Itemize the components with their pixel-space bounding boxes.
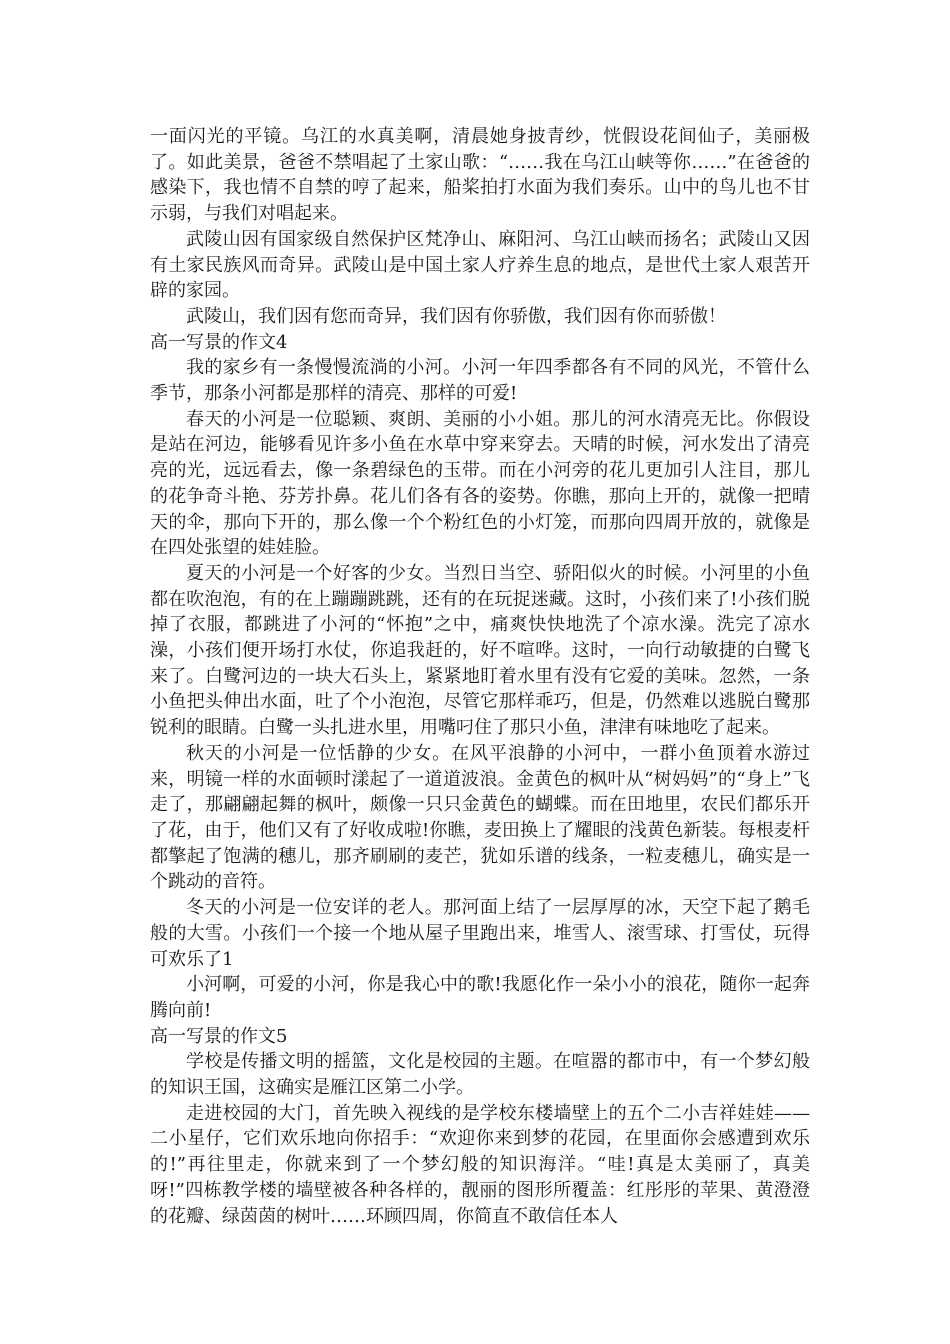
- paragraph: 春天的小河是一位聪颖、爽朗、美丽的小小姐。那儿的河水清亮无比。你假设是站在河边，能够看见许多小鱼在水草中穿来穿去。天晴的时候，河水发出了清亮亮的光，远远看去，像一条碧绿色的玉带。而在小河旁的花儿更加引人注目，那儿的花争奇斗艳、芬芳扑鼻。花儿们各有各的姿势。你瞧，那向上开的，就像一把晴天的伞，那向下开的，那么像一个个粉红色的小灯笼，而那向四周开放的，就像是在四处张望的娃娃脸。: [150, 408, 810, 559]
- document-page: [150, 124, 810, 1229]
- paragraph: 我的家乡有一条慢慢流淌的小河。小河一年四季都各有不同的风光，不管什么季节，那条小河都是那样的清亮、那样的可爱!: [150, 357, 810, 405]
- section-heading: 高一写景的作文5: [150, 1025, 288, 1047]
- paragraph: 秋天的小河是一位恬静的少女。在风平浪静的小河中，一群小鱼顶着水游过来，明镜一样的水面顿时漾起了一道道波浪。金黄色的枫叶从“树妈妈”的“身上”飞走了，那翩翩起舞的枫叶，颇像一只只金黄色的蝴蝶。而在田地里，农民们都乐开了花，由于，他们又有了好收成啦!你瞧，麦田换上了耀眼的浅黄色新装。每根麦杆都擎起了饱满的穗儿，那齐刷刷的麦芒，犹如乐谱的线条，一粒麦穗儿，确实是一个跳动的音符。: [150, 742, 810, 893]
- section-heading: 高一写景的作文4: [150, 331, 288, 353]
- paragraph: 小河啊，可爱的小河，你是我心中的歌!我愿化作一朵小小的浪花，随你一起奔腾向前!: [150, 974, 810, 1021]
- paragraph: 冬天的小河是一位安详的老人。那河面上结了一层厚厚的冰，天空下起了鹅毛般的大雪。小孩们一个接一个地从屋子里跑出来，堆雪人、滚雪球、打雪仗，玩得可欢乐了1: [150, 897, 810, 970]
- paragraph: 武陵山，我们因有您而奇异，我们因有你骄傲，我们因有你而骄傲！: [186, 305, 726, 327]
- paragraph: 武陵山因有国家级自然保护区梵净山、麻阳河、乌江山峡而扬名；武陵山又因有土家民族风而奇异。武陵山是中国土家人疗养生息的地点，是世代土家人艰苦开辟的家园。: [150, 228, 810, 302]
- paragraph: 走进校园的大门，首先映入视线的是学校东楼墙壁上的五个二小吉祥娃娃——二小星仔，它们欢乐地向你招手：“欢迎你来到梦的花园，在里面你会感遭到欢乐的!”再往里走，你就来到了一个梦幻般的知识海洋。“哇!真是太美丽了，真美呀!”四栋教学楼的墙壁被各种各样的，靓丽的图形所覆盖：红彤彤的苹果、黄澄澄的花瓣、绿茵茵的树叶……环顾四周，你简直不敢信任本人: [150, 1102, 810, 1227]
- paragraph: 一面闪光的平镜。乌江的水真美啊，清晨她身披青纱，恍假设花间仙子，美丽极了。如此美景，爸爸不禁唱起了土家山歌：“……我在乌江山峡等你……”在爸爸的感染下，我也情不自禁的哼了起来，船桨拍打水面为我们奏乐。山中的鸟儿也不甘示弱，与我们对唱起来。: [150, 126, 810, 225]
- paragraph: 夏天的小河是一个好客的少女。当烈日当空、骄阳似火的时候。小河里的小鱼都在吹泡泡，有的在上蹦蹦跳跳，还有的在玩捉迷藏。这时，小孩们来了!小孩们脱掉了衣服，都跳进了小河的“怀抱”之中，痛爽快快地洗了个凉水澡。洗完了凉水澡，小孩们便开场打水仗，你追我赶的，好不喧哗。这时，一向行动敏捷的白鹭飞来了。白鹭河边的一块大石头上，紧紧地盯着水里有没有它爱的美味。忽然，一条小鱼把头伸出水面，吐了个小泡泡，尽管它那样乖巧，但是，仍然难以逃脱白鹭那锐利的眼睛。白鹭一头扎进水里，用嘴叼住了那只小鱼，津津有味地吃了起来。: [150, 562, 810, 739]
- paragraph: 学校是传播文明的摇篮，文化是校园的主题。在喧嚣的都市中，有一个梦幻般的知识王国，这确实是雁江区第二小学。: [150, 1051, 810, 1099]
